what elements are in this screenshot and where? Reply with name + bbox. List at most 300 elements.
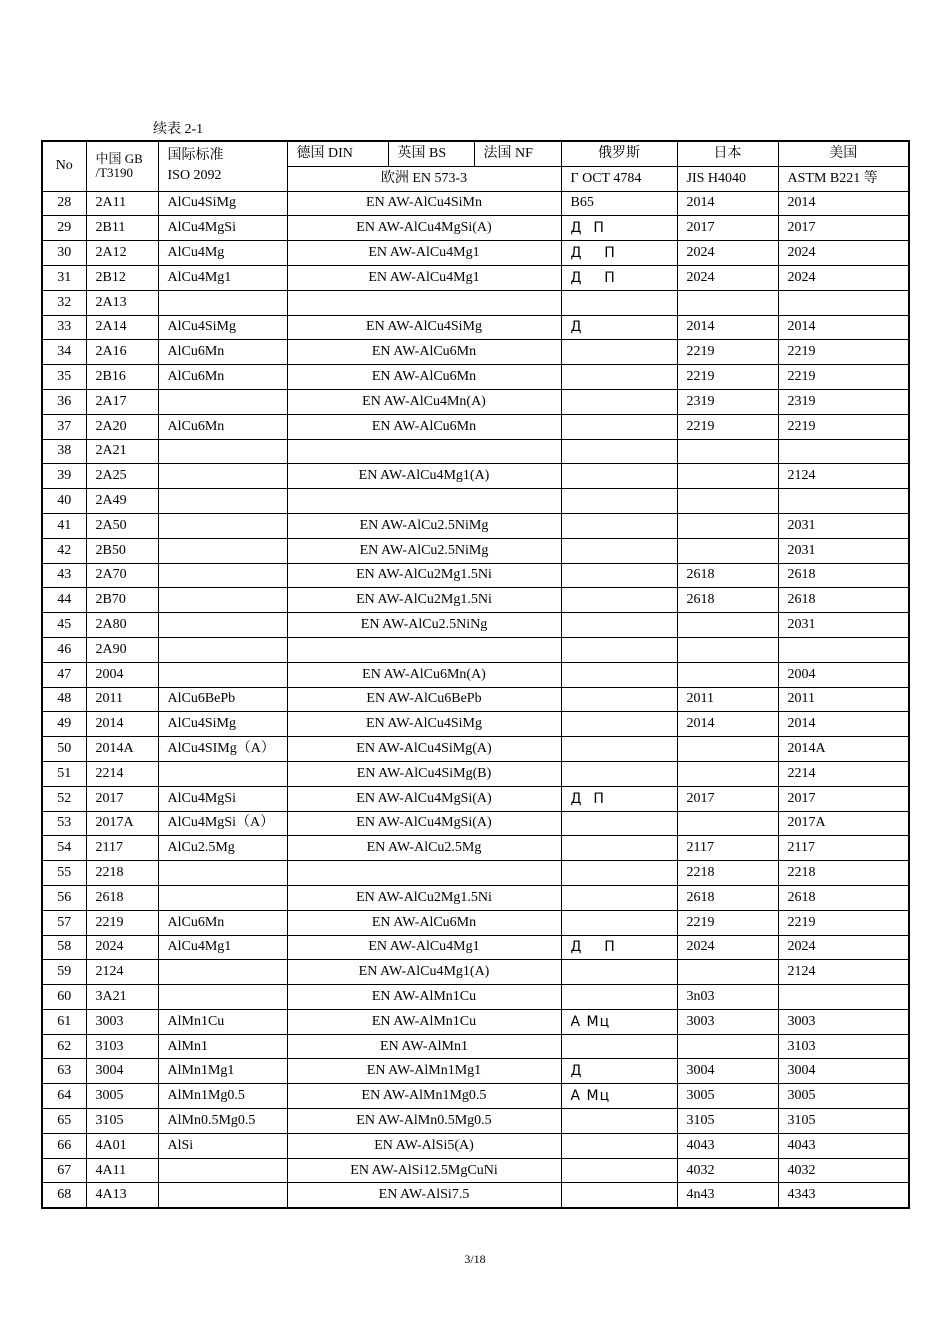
- row-gb-grade: 2A12: [86, 241, 158, 266]
- row-en-grade: EN AW-AlCu4SiMg: [287, 315, 561, 340]
- row-iso-grade: [158, 1158, 287, 1183]
- row-gb-grade: 2214: [86, 761, 158, 786]
- row-gb-grade: 2218: [86, 861, 158, 886]
- row-astm-grade: 2219: [778, 414, 909, 439]
- row-en-grade: EN AW-AlCu6Mn: [287, 340, 561, 365]
- row-astm-grade: 2218: [778, 861, 909, 886]
- row-jis-grade: 2219: [677, 414, 778, 439]
- row-en-grade: [287, 439, 561, 464]
- row-no: 40: [42, 489, 86, 514]
- row-gost-grade: Д: [561, 1059, 677, 1084]
- row-gost-grade: [561, 1183, 677, 1208]
- row-jis-grade: 2014: [677, 315, 778, 340]
- row-jis-grade: 2219: [677, 910, 778, 935]
- row-en-grade: EN AW-AlCu4SiMg(A): [287, 737, 561, 762]
- table-row: [42, 910, 909, 935]
- row-no: 62: [42, 1034, 86, 1059]
- row-iso-grade: [158, 885, 287, 910]
- row-gb-grade: 4A11: [86, 1158, 158, 1183]
- row-en-grade: EN AW-AlCu4Mg1: [287, 241, 561, 266]
- row-iso-grade: AlCu6Mn: [158, 340, 287, 365]
- row-astm-grade: 2219: [778, 340, 909, 365]
- row-astm-grade: 2219: [778, 365, 909, 390]
- row-iso-grade: [158, 613, 287, 638]
- row-gb-grade: 2A16: [86, 340, 158, 365]
- row-gb-grade: 2014: [86, 712, 158, 737]
- row-astm-grade: 3003: [778, 1009, 909, 1034]
- row-iso-grade: AlMn1Mg0.5: [158, 1084, 287, 1109]
- row-no: 66: [42, 1133, 86, 1158]
- row-iso-grade: AlCu4MgSi: [158, 786, 287, 811]
- row-gost-grade: [561, 1109, 677, 1134]
- row-gost-grade: [561, 513, 677, 538]
- row-astm-grade: 4043: [778, 1133, 909, 1158]
- row-gb-grade: 2A49: [86, 489, 158, 514]
- table-row: [42, 786, 909, 811]
- row-jis-grade: [677, 737, 778, 762]
- row-iso-grade: AlCu2.5Mg: [158, 836, 287, 861]
- row-gost-grade: [561, 365, 677, 390]
- row-en-grade: [287, 489, 561, 514]
- row-no: 33: [42, 315, 86, 340]
- row-gost-grade: [561, 489, 677, 514]
- header-gb: [86, 141, 158, 191]
- row-jis-grade: [677, 761, 778, 786]
- row-jis-grade: 4043: [677, 1133, 778, 1158]
- row-gb-grade: 2124: [86, 960, 158, 985]
- row-iso-grade: [158, 563, 287, 588]
- row-gb-grade: 2B12: [86, 265, 158, 290]
- header-astm-line1: 美国: [778, 141, 909, 166]
- row-iso-grade: AlMn1: [158, 1034, 287, 1059]
- row-iso-grade: [158, 389, 287, 414]
- row-en-grade: EN AW-AlCu4MgSi(A): [287, 811, 561, 836]
- row-en-grade: [287, 861, 561, 886]
- row-jis-grade: 2024: [677, 935, 778, 960]
- row-gb-grade: 4A01: [86, 1133, 158, 1158]
- table-row: [42, 637, 909, 662]
- table-row: [42, 935, 909, 960]
- row-astm-grade: 2011: [778, 687, 909, 712]
- row-gost-grade: Д П: [561, 786, 677, 811]
- row-gost-grade: B65: [561, 191, 677, 216]
- row-astm-grade: 2017: [778, 786, 909, 811]
- row-en-grade: EN AW-AlCu4SiMg(B): [287, 761, 561, 786]
- table-row: [42, 985, 909, 1010]
- row-gost-grade: А Мц: [561, 1009, 677, 1034]
- row-no: 28: [42, 191, 86, 216]
- header-nf: 法国 NF: [474, 141, 561, 166]
- row-no: 47: [42, 662, 86, 687]
- row-gost-grade: [561, 1158, 677, 1183]
- row-astm-grade: 2024: [778, 241, 909, 266]
- row-astm-grade: [778, 489, 909, 514]
- row-no: 48: [42, 687, 86, 712]
- row-en-grade: EN AW-AlCu4MgSi(A): [287, 216, 561, 241]
- row-gost-grade: [561, 290, 677, 315]
- row-iso-grade: AlCu4MgSi（A）: [158, 811, 287, 836]
- row-gost-grade: [561, 389, 677, 414]
- row-no: 42: [42, 538, 86, 563]
- row-iso-grade: [158, 985, 287, 1010]
- row-gost-grade: [561, 439, 677, 464]
- row-astm-grade: 2024: [778, 935, 909, 960]
- row-gb-grade: 3A21: [86, 985, 158, 1010]
- table-row: [42, 1059, 909, 1084]
- row-astm-grade: 2031: [778, 538, 909, 563]
- row-iso-grade: [158, 489, 287, 514]
- table-row: [42, 513, 909, 538]
- row-iso-grade: AlMn0.5Mg0.5: [158, 1109, 287, 1134]
- table-row: [42, 290, 909, 315]
- row-no: 57: [42, 910, 86, 935]
- row-astm-grade: [778, 439, 909, 464]
- row-astm-grade: 2618: [778, 588, 909, 613]
- row-iso-grade: [158, 960, 287, 985]
- row-gost-grade: [561, 960, 677, 985]
- table-row: [42, 439, 909, 464]
- row-iso-grade: [158, 1183, 287, 1208]
- row-jis-grade: [677, 513, 778, 538]
- row-gost-grade: [561, 613, 677, 638]
- table-row: [42, 340, 909, 365]
- row-gost-grade: [561, 538, 677, 563]
- table-row: [42, 464, 909, 489]
- row-no: 30: [42, 241, 86, 266]
- header-iso-line1: 国际标准: [167, 148, 224, 164]
- row-jis-grade: [677, 464, 778, 489]
- row-gost-grade: [561, 637, 677, 662]
- row-gost-grade: Д П: [561, 216, 677, 241]
- row-no: 37: [42, 414, 86, 439]
- row-jis-grade: 4032: [677, 1158, 778, 1183]
- header-bs: 英国 BS: [388, 141, 474, 166]
- row-no: 56: [42, 885, 86, 910]
- row-gb-grade: 2A20: [86, 414, 158, 439]
- row-gost-grade: [561, 414, 677, 439]
- row-iso-grade: AlCu4SiMg: [158, 191, 287, 216]
- row-astm-grade: 2024: [778, 265, 909, 290]
- row-gb-grade: 3003: [86, 1009, 158, 1034]
- row-astm-grade: 4343: [778, 1183, 909, 1208]
- row-en-grade: EN AW-AlCu6Mn: [287, 414, 561, 439]
- row-iso-grade: [158, 588, 287, 613]
- row-gost-grade: [561, 1034, 677, 1059]
- row-iso-grade: [158, 513, 287, 538]
- table-row: [42, 1034, 909, 1059]
- row-astm-grade: 2219: [778, 910, 909, 935]
- row-gb-grade: 2A90: [86, 637, 158, 662]
- row-gost-grade: Д П: [561, 265, 677, 290]
- row-no: 41: [42, 513, 86, 538]
- row-iso-grade: AlCu4Mg: [158, 241, 287, 266]
- row-gb-grade: 2B70: [86, 588, 158, 613]
- row-en-grade: EN AW-AlCu6Mn(A): [287, 662, 561, 687]
- row-astm-grade: 2014: [778, 712, 909, 737]
- row-astm-grade: 2031: [778, 613, 909, 638]
- table-row: [42, 737, 909, 762]
- row-no: 53: [42, 811, 86, 836]
- table-row: [42, 414, 909, 439]
- row-jis-grade: 2117: [677, 836, 778, 861]
- row-gb-grade: 3103: [86, 1034, 158, 1059]
- row-no: 68: [42, 1183, 86, 1208]
- header-gost-line2: Г OCT 4784: [561, 166, 677, 191]
- row-iso-grade: AlCu4SiMg: [158, 315, 287, 340]
- row-jis-grade: 2618: [677, 885, 778, 910]
- row-no: 50: [42, 737, 86, 762]
- row-en-grade: EN AW-AlCu4Mg1: [287, 265, 561, 290]
- header-jis-line2: JIS H4040: [677, 166, 778, 191]
- row-jis-grade: 2014: [677, 191, 778, 216]
- table-row: [42, 761, 909, 786]
- row-gost-grade: Д: [561, 315, 677, 340]
- row-en-grade: EN AW-AlCu4SiMn: [287, 191, 561, 216]
- row-gost-grade: [561, 687, 677, 712]
- row-no: 38: [42, 439, 86, 464]
- table-row: [42, 365, 909, 390]
- row-gb-grade: 2024: [86, 935, 158, 960]
- row-en-grade: EN AW-AlCu2.5NiMg: [287, 513, 561, 538]
- row-en-grade: EN AW-AlSi12.5MgCuNi: [287, 1158, 561, 1183]
- row-jis-grade: 2017: [677, 786, 778, 811]
- row-iso-grade: [158, 538, 287, 563]
- row-no: 45: [42, 613, 86, 638]
- table-row: [42, 216, 909, 241]
- row-jis-grade: [677, 538, 778, 563]
- header-en: 欧洲 EN 573-3: [287, 166, 561, 191]
- row-gb-grade: 2017A: [86, 811, 158, 836]
- row-no: 31: [42, 265, 86, 290]
- row-en-grade: EN AW-AlCu2Mg1.5Ni: [287, 563, 561, 588]
- table-row: [42, 538, 909, 563]
- row-no: 64: [42, 1084, 86, 1109]
- row-en-grade: EN AW-AlCu2Mg1.5Ni: [287, 885, 561, 910]
- header-din: 德国 DIN: [287, 141, 388, 166]
- row-jis-grade: 2618: [677, 563, 778, 588]
- header-iso: [158, 141, 287, 191]
- row-en-grade: EN AW-AlCu6Mn: [287, 365, 561, 390]
- row-jis-grade: [677, 960, 778, 985]
- row-en-grade: EN AW-AlSi7.5: [287, 1183, 561, 1208]
- row-gost-grade: [561, 662, 677, 687]
- row-jis-grade: 2218: [677, 861, 778, 886]
- row-jis-grade: 2017: [677, 216, 778, 241]
- row-no: 32: [42, 290, 86, 315]
- row-en-grade: EN AW-AlMn1Cu: [287, 985, 561, 1010]
- table-row: [42, 885, 909, 910]
- row-no: 55: [42, 861, 86, 886]
- row-gb-grade: 2A11: [86, 191, 158, 216]
- row-iso-grade: AlCu4Mg1: [158, 265, 287, 290]
- table-row: [42, 1109, 909, 1134]
- table-row: [42, 1084, 909, 1109]
- header-jis-line1: 日本: [677, 141, 778, 166]
- row-iso-grade: [158, 439, 287, 464]
- row-en-grade: EN AW-AlCu2Mg1.5Ni: [287, 588, 561, 613]
- row-gost-grade: [561, 910, 677, 935]
- row-gb-grade: 2A21: [86, 439, 158, 464]
- row-astm-grade: 2124: [778, 960, 909, 985]
- row-gost-grade: [561, 761, 677, 786]
- row-en-grade: EN AW-AlCu4Mg1(A): [287, 960, 561, 985]
- row-en-grade: EN AW-AlCu2.5NiMg: [287, 538, 561, 563]
- row-no: 44: [42, 588, 86, 613]
- row-jis-grade: 3005: [677, 1084, 778, 1109]
- row-jis-grade: 3n03: [677, 985, 778, 1010]
- row-jis-grade: 2618: [677, 588, 778, 613]
- row-jis-grade: 2219: [677, 365, 778, 390]
- table-row: [42, 811, 909, 836]
- table-row: [42, 960, 909, 985]
- row-astm-grade: 3005: [778, 1084, 909, 1109]
- table-row: [42, 1133, 909, 1158]
- row-iso-grade: AlCu6Mn: [158, 910, 287, 935]
- row-jis-grade: 3004: [677, 1059, 778, 1084]
- row-gb-grade: 2618: [86, 885, 158, 910]
- header-gost-line1: 俄罗斯: [561, 141, 677, 166]
- row-en-grade: EN AW-AlCu4Mg1: [287, 935, 561, 960]
- row-gost-grade: А Мц: [561, 1084, 677, 1109]
- row-no: 49: [42, 712, 86, 737]
- row-astm-grade: 3103: [778, 1034, 909, 1059]
- row-astm-grade: 2014A: [778, 737, 909, 762]
- row-no: 63: [42, 1059, 86, 1084]
- row-astm-grade: [778, 290, 909, 315]
- row-astm-grade: [778, 985, 909, 1010]
- row-no: 39: [42, 464, 86, 489]
- row-gost-grade: [561, 340, 677, 365]
- table-row: [42, 265, 909, 290]
- row-gb-grade: 2B16: [86, 365, 158, 390]
- row-astm-grade: 2618: [778, 885, 909, 910]
- row-astm-grade: 2017A: [778, 811, 909, 836]
- row-jis-grade: [677, 1034, 778, 1059]
- table-row: [42, 687, 909, 712]
- row-astm-grade: 3105: [778, 1109, 909, 1134]
- row-gost-grade: [561, 885, 677, 910]
- table-row: [42, 389, 909, 414]
- row-jis-grade: [677, 439, 778, 464]
- table-row: [42, 836, 909, 861]
- row-iso-grade: [158, 861, 287, 886]
- row-en-grade: EN AW-AlMn1Mg0.5: [287, 1084, 561, 1109]
- row-jis-grade: [677, 290, 778, 315]
- row-astm-grade: 2004: [778, 662, 909, 687]
- row-astm-grade: 2319: [778, 389, 909, 414]
- row-gost-grade: [561, 563, 677, 588]
- table-row: [42, 613, 909, 638]
- row-en-grade: EN AW-AlCu4Mn(A): [287, 389, 561, 414]
- row-gost-grade: [561, 836, 677, 861]
- row-jis-grade: 4n43: [677, 1183, 778, 1208]
- row-no: 35: [42, 365, 86, 390]
- row-no: 60: [42, 985, 86, 1010]
- row-gb-grade: 2014A: [86, 737, 158, 762]
- row-jis-grade: 2011: [677, 687, 778, 712]
- row-gb-grade: 2117: [86, 836, 158, 861]
- row-astm-grade: 2031: [778, 513, 909, 538]
- row-iso-grade: AlMn1Cu: [158, 1009, 287, 1034]
- row-astm-grade: 3004: [778, 1059, 909, 1084]
- table-row: [42, 489, 909, 514]
- row-gost-grade: [561, 737, 677, 762]
- table-row: [42, 1183, 909, 1208]
- row-gb-grade: 4A13: [86, 1183, 158, 1208]
- row-gb-grade: 2A70: [86, 563, 158, 588]
- row-no: 34: [42, 340, 86, 365]
- row-astm-grade: 2618: [778, 563, 909, 588]
- row-iso-grade: AlCu6Mn: [158, 414, 287, 439]
- row-gb-grade: 2A17: [86, 389, 158, 414]
- row-iso-grade: AlCu6BePb: [158, 687, 287, 712]
- table-row: [42, 712, 909, 737]
- row-en-grade: EN AW-AlMn1Mg1: [287, 1059, 561, 1084]
- row-jis-grade: 2014: [677, 712, 778, 737]
- row-iso-grade: [158, 761, 287, 786]
- row-gost-grade: [561, 1133, 677, 1158]
- table-row: [42, 1158, 909, 1183]
- row-no: 46: [42, 637, 86, 662]
- row-en-grade: EN AW-AlCu6BePb: [287, 687, 561, 712]
- row-no: 29: [42, 216, 86, 241]
- table-row: [42, 315, 909, 340]
- row-gost-grade: [561, 985, 677, 1010]
- row-gb-grade: 2B11: [86, 216, 158, 241]
- header-gb-line1: 中国 GB: [95, 151, 143, 167]
- row-no: 51: [42, 761, 86, 786]
- row-iso-grade: [158, 464, 287, 489]
- row-jis-grade: [677, 662, 778, 687]
- row-iso-grade: AlCu6Mn: [158, 365, 287, 390]
- row-iso-grade: [158, 662, 287, 687]
- row-astm-grade: 2214: [778, 761, 909, 786]
- row-gb-grade: 3005: [86, 1084, 158, 1109]
- row-no: 52: [42, 786, 86, 811]
- row-no: 36: [42, 389, 86, 414]
- row-en-grade: EN AW-AlCu2.5NiNg: [287, 613, 561, 638]
- row-gb-grade: 2219: [86, 910, 158, 935]
- table-caption: 续表 2-1: [153, 122, 204, 137]
- row-iso-grade: [158, 637, 287, 662]
- row-no: 54: [42, 836, 86, 861]
- row-en-grade: EN AW-AlMn1: [287, 1034, 561, 1059]
- row-gb-grade: 2A14: [86, 315, 158, 340]
- row-iso-grade: AlCu4SiMg: [158, 712, 287, 737]
- row-en-grade: EN AW-AlMn0.5Mg0.5: [287, 1109, 561, 1134]
- row-gb-grade: 3004: [86, 1059, 158, 1084]
- row-jis-grade: 3105: [677, 1109, 778, 1134]
- row-gost-grade: [561, 588, 677, 613]
- table-row: [42, 1009, 909, 1034]
- row-astm-grade: 2014: [778, 191, 909, 216]
- row-iso-grade: AlCu4MgSi: [158, 216, 287, 241]
- row-no: 58: [42, 935, 86, 960]
- page-number: 3/18: [464, 1252, 486, 1266]
- row-jis-grade: 2219: [677, 340, 778, 365]
- row-no: 43: [42, 563, 86, 588]
- table-row: [42, 861, 909, 886]
- row-en-grade: [287, 290, 561, 315]
- row-en-grade: EN AW-AlCu4SiMg: [287, 712, 561, 737]
- row-no: 61: [42, 1009, 86, 1034]
- row-en-grade: EN AW-AlCu6Mn: [287, 910, 561, 935]
- row-iso-grade: AlMn1Mg1: [158, 1059, 287, 1084]
- row-jis-grade: 3003: [677, 1009, 778, 1034]
- table-row: [42, 563, 909, 588]
- row-no: 65: [42, 1109, 86, 1134]
- row-iso-grade: AlCu4Mg1: [158, 935, 287, 960]
